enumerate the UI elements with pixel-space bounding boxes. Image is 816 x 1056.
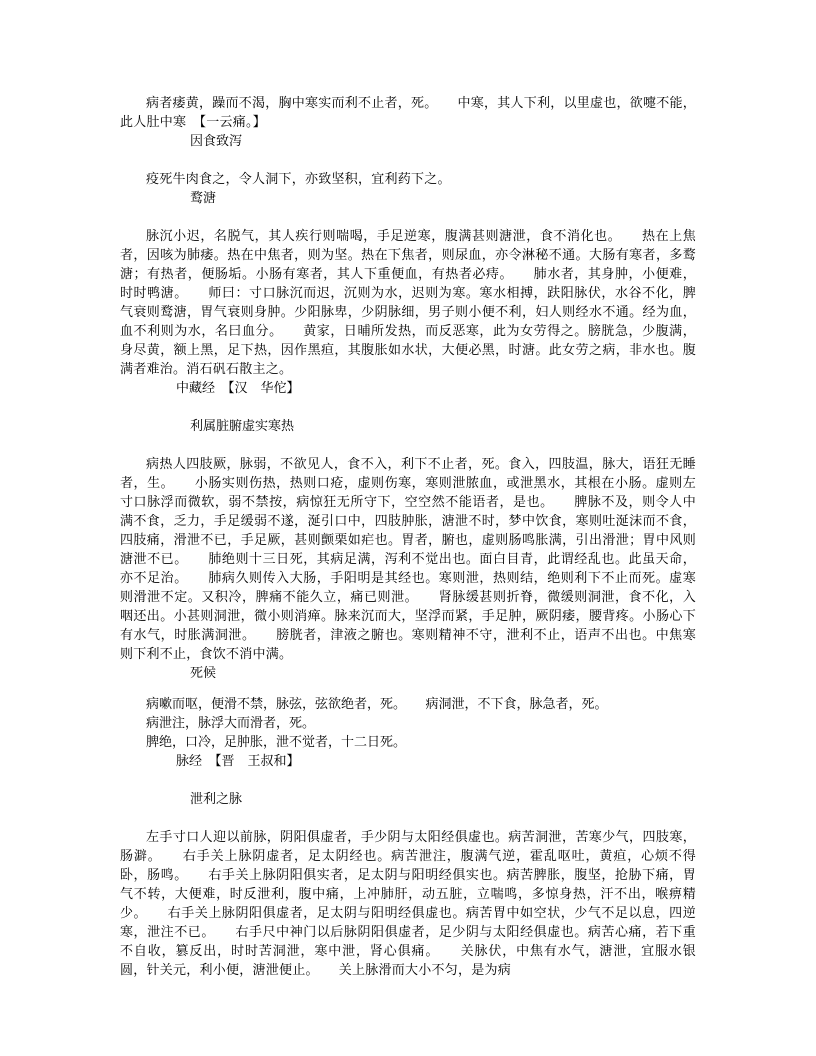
book-title-heading: 中藏经 【汉 华佗】 [176,381,300,396]
text-line: 病嗽而呕，便滑不禁，脉弦，弦欲绝者，死。 病洞泄，不下食，脉急者，死。 [146,697,608,712]
spacer [120,208,696,227]
section-heading: 鹜溏 [190,191,217,206]
book-title-heading: 脉经 【晋 王叔和】 [176,754,300,769]
paragraph: 左手寸口人迎以前脉，阴阳俱虚者，手少阴与太阳经俱虚也。病苦洞泄，苦寒少气，四肢寒，肠澼。 右手关上脉阴虚者，足太阴经也。病苦泄注，腹满气逆，霍乱呕吐，黄疸，心烦不得卧，肠鸣。 右手关上脉阴阳俱实者，足太阴与阳明经俱实也。病苦脾胀，腹坚，抢胁下痛，胃气不转，大便难，时反泄利，腹中痛，上冲肺肝，动五脏，立喘鸣，多惊身热，汗不出，喉痹精少。 右手关上脉阴阳俱虚者，足太阴与阳明经俱虚也。病苦胃中如空状，少气不足以息，四逆寒，泄注不已。 右手尺中神门以后脉阴阳俱虚者，足少阴与太阳经俱虚也。病苦心痛，若下重不自收，篡反出，时时苦洞泄，寒中泄，肾心俱痛。 关脉伏，中焦有水气，溏泄，宜服水银圆，针关元，利小便，溏泄便止。 关上脉滑而大小不匀，是为病 [120,830,696,978]
paragraph: 病热人四肢厥，脉弱，不欲见人，食不入，利下不止者，死。食入，四肢温，脉大，语狂无睡者，生。 小肠实则伤热，热则口疮，虚则伤寒，寒则泄脓血，或泄黑水，其根在小肠。虚则左寸口脉浮而微软，弱不禁按，病惊狂无所守下，空空然不能语者，是也。 脾脉不及，则令人中满不食，乏力，手足缓弱不遂，涎引口中，四肢肿胀，溏泄不时，梦中饮食，寒则吐涎沫而不食，四肢痛，滑泄不已，手足厥，甚则颤栗如疟也。胃者，腑也，虚则肠鸣胀满，引出滑泄；胃中风则溏泄不已。 肺绝则十三日死，其病足满，泻利不觉出也。面白目青，此谓经乱也。此虽天命，亦不足治。 肺病久则传入大肠，手阳明是其经也。寒则泄，热则结，绝则利下不止而死。虚寒则滑泄不定。又积冷，脾痛不能久立，痛已则泄。 肾脉缓甚则折脊，微缓则洞泄，食不化，入咽还出。小甚则洞泄，微小则消瘅。脉来沉而大，坚浮而紧，手足肿，厥阴痿，腰背疼。小肠心下有水气，时胀满洞泄。 膀胱者，津液之腑也。寒则精神不守，泄利不止，语声不出也。中焦寒则下利不止，食饮不消中满。 [120,457,696,662]
spacer [120,683,696,695]
spacer [120,151,696,170]
spacer [120,436,696,455]
section-heading: 死候 [190,666,217,681]
section-heading: 泄利之脉 [190,792,243,807]
spacer [120,809,696,828]
spacer [120,398,696,417]
text-line: 病泄注，脉浮大而滑者，死。 [146,716,316,731]
paragraph: 病者痿黄，躁而不渴，胸中寒实而利不止者，死。 中寒，其人下利，以里虚也，欲嚏不能，此人肚中寒 【一云痛。】 [120,96,697,130]
paragraph: 疫死牛肉食之，令人洞下，亦致坚积，宜利药下之。 [146,172,451,187]
section-heading: 因食致泻 [190,134,243,149]
spacer [120,771,696,790]
document-page [120,94,696,980]
section-heading: 利属脏腑虚实寒热 [190,419,295,434]
paragraph: 脉沉小迟，名脱气，其人疾行则喘喝，手足逆寒，腹满甚则溏泄，食不消化也。 热在上焦者，因咳为肺痿。热在中焦者，则为坚。热在下焦者，则尿血，亦令淋秘不通。大肠有寒者，多鹜溏；有热者，便肠垢。小肠有寒者，其人下重便血，有热者必痔。 肺水者，其身肿，小便难，时时鸭溏。 师曰：寸口脉沉而迟，沉则为水，迟则为寒。寒水相搏，趺阳脉伏，水谷不化，脾气衰则鹜溏，胃气衰则身肿。少阳脉卑，少阴脉细，男子则小便不利，妇人则经水不通。经为血，血不利则为水，名曰血分。 黄家，日晡所发热，而反恶寒，此为女劳得之。膀胱急，少腹满，身尽黄，额上黑，足下热，因作黑疸，其腹胀如水状，大便必黑，时溏。此女劳之病，非水也。腹满者难治。消石矾石散主之。 [120,229,696,377]
text-line: 脾绝，口冷，足肿胀，泄不觉者，十二日死。 [146,735,407,750]
